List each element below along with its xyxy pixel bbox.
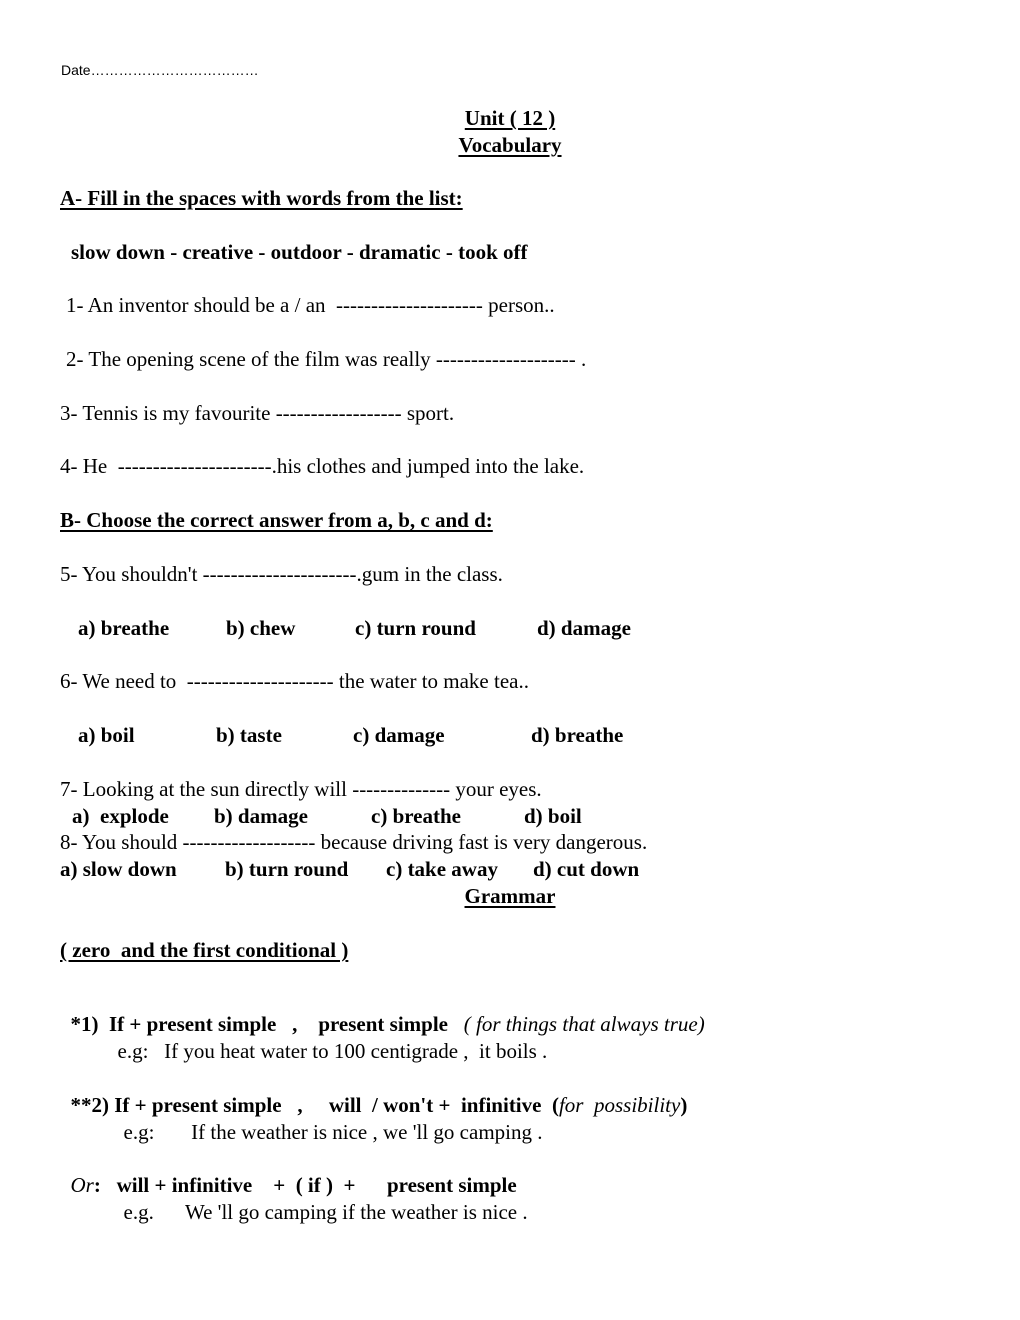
example-3 xyxy=(113,1181,528,1223)
grammar-heading: Grammar xyxy=(464,884,556,908)
rule-2-note: for possibility xyxy=(558,1093,681,1117)
q8-option-b: b) turn round xyxy=(225,857,349,881)
q7-option-b: b) damage xyxy=(214,804,308,828)
q6-option-c: c) damage xyxy=(353,723,445,747)
rule-3-or: Or xyxy=(70,1173,94,1197)
example-1 xyxy=(107,1020,547,1062)
question-8: 8- You should ------------------- because driving fast is very dangerous. xyxy=(60,830,648,854)
example-2-label: e.g: xyxy=(123,1120,155,1144)
q7-option-d: d) boil xyxy=(524,804,582,828)
unit-title: Unit ( 12 ) xyxy=(464,106,556,130)
q8-option-c: c) take away xyxy=(386,857,498,881)
word-list: slow down - creative - outdoor - dramatic - took off xyxy=(71,240,528,264)
date-label: Date……………………………… xyxy=(61,62,259,78)
question-2: 2- The opening scene of the film was really -------------------- . xyxy=(66,347,587,371)
q6-option-d: d) breathe xyxy=(531,723,624,747)
vocabulary-heading: Vocabulary xyxy=(458,133,562,157)
example-3-label: e.g. xyxy=(123,1200,154,1224)
rule-1-note: ( for things that always true) xyxy=(463,1012,705,1036)
grammar-subheading: ( zero and the first conditional ) xyxy=(60,938,349,962)
q6-option-b: b) taste xyxy=(216,723,282,747)
rule-2-close: ) xyxy=(680,1093,688,1117)
q7-option-c: c) breathe xyxy=(371,804,461,828)
example-1-text: If you heat water to 100 centigrade , it boils . xyxy=(164,1039,548,1063)
q7-option-a: a) explode xyxy=(72,804,169,828)
q5-option-c: c) turn round xyxy=(355,616,476,640)
question-1: 1- An inventor should be a / an --------------------- person.. xyxy=(66,293,555,317)
example-2-text: If the weather is nice , we 'll go camping . xyxy=(191,1120,543,1144)
rule-1-formula: *1) If + present simple , present simple xyxy=(70,1012,464,1036)
q5-option-b: b) chew xyxy=(226,616,296,640)
q8-option-a: a) slow down xyxy=(60,857,177,881)
q6-option-a: a) boil xyxy=(78,723,135,747)
rule-2-formula: **2) If + present simple , will / won't + infinitive ( xyxy=(70,1093,559,1117)
example-1-label: e.g: xyxy=(117,1039,149,1063)
rule-3-formula: : will + infinitive + ( if ) + present simple xyxy=(93,1173,517,1197)
q5-option-d: d) damage xyxy=(537,616,631,640)
example-3-text: We 'll go camping if the weather is nice . xyxy=(184,1200,528,1224)
section-a-heading: A- Fill in the spaces with words from the list: xyxy=(60,186,463,210)
question-6: 6- We need to --------------------- the water to make tea.. xyxy=(60,669,529,693)
question-5: 5- You shouldn't ----------------------.gum in the class. xyxy=(60,562,503,586)
question-3: 3- Tennis is my favourite ------------------ sport. xyxy=(60,401,455,425)
example-2 xyxy=(113,1101,543,1143)
question-7: 7- Looking at the sun directly will -------------- your eyes. xyxy=(60,777,542,801)
section-b-heading: B- Choose the correct answer from a, b, c and d: xyxy=(60,508,493,532)
q5-option-a: a) breathe xyxy=(78,616,170,640)
question-4: 4- He ----------------------.his clothes and jumped into the lake. xyxy=(60,454,585,478)
q8-option-d: d) cut down xyxy=(533,857,640,881)
